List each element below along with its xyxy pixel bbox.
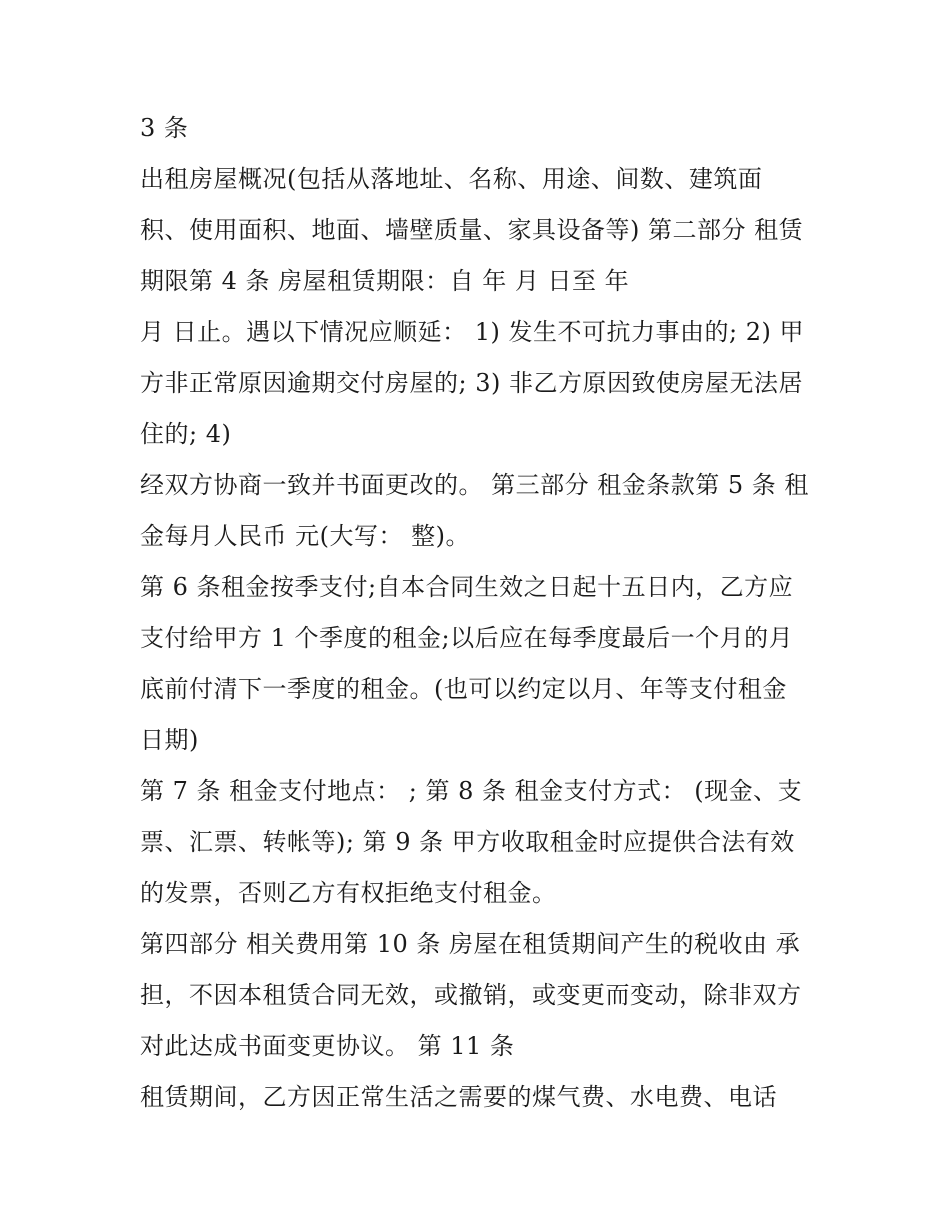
text-line: 期限第 4 条 房屋租赁期限：自 年 月 日至 年	[140, 267, 630, 295]
text-line: 方非正常原因逾期交付房屋的; 3) 非乙方原因致使房屋无法居	[140, 369, 803, 397]
text-line: 第 6 条租金按季支付;自本合同生效之日起十五日内，乙方应	[140, 573, 794, 601]
text-line: 第 7 条 租金支付地点： ; 第 8 条 租金支付方式： (现金、支	[140, 777, 803, 805]
text-line: 对此达成书面变更协议。 第 11 条	[140, 1032, 515, 1060]
text-line: 租赁期间，乙方因正常生活之需要的煤气费、水电费、电话	[140, 1083, 777, 1111]
text-line: 日期)	[140, 726, 199, 754]
text-line: 经双方协商一致并书面更改的。 第三部分 租金条款第 5 条 租	[140, 471, 809, 499]
text-line: 金每月人民币 元(大写： 整)。	[140, 522, 470, 550]
text-line: 第四部分 相关费用第 10 条 房屋在租赁期间产生的税收由 承	[140, 930, 801, 958]
text-line: 担，不因本租赁合同无效，或撤销，或变更而变动，除非双方	[140, 981, 802, 1009]
text-line: 住的; 4)	[140, 420, 232, 448]
text-line: 票、汇票、转帐等); 第 9 条 甲方收取租金时应提供合法有效	[140, 828, 795, 856]
text-line: 出租房屋概况(包括从落地址、名称、用途、间数、建筑面	[140, 165, 763, 193]
text-line: 底前付清下一季度的租金。(也可以约定以月、年等支付租金	[140, 675, 787, 703]
text-line: 月 日止。遇以下情况应顺延： 1) 发生不可抗力事由的; 2) 甲	[140, 318, 804, 346]
text-line: 支付给甲方 1 个季度的租金;以后应在每季度最后一个月的月	[140, 624, 794, 652]
text-line: 的发票，否则乙方有权拒绝支付租金。	[140, 879, 557, 907]
text-line: 3 条	[140, 114, 189, 142]
text-line: 积、使用面积、地面、墙壁质量、家具设备等) 第二部分 租赁	[140, 216, 804, 244]
